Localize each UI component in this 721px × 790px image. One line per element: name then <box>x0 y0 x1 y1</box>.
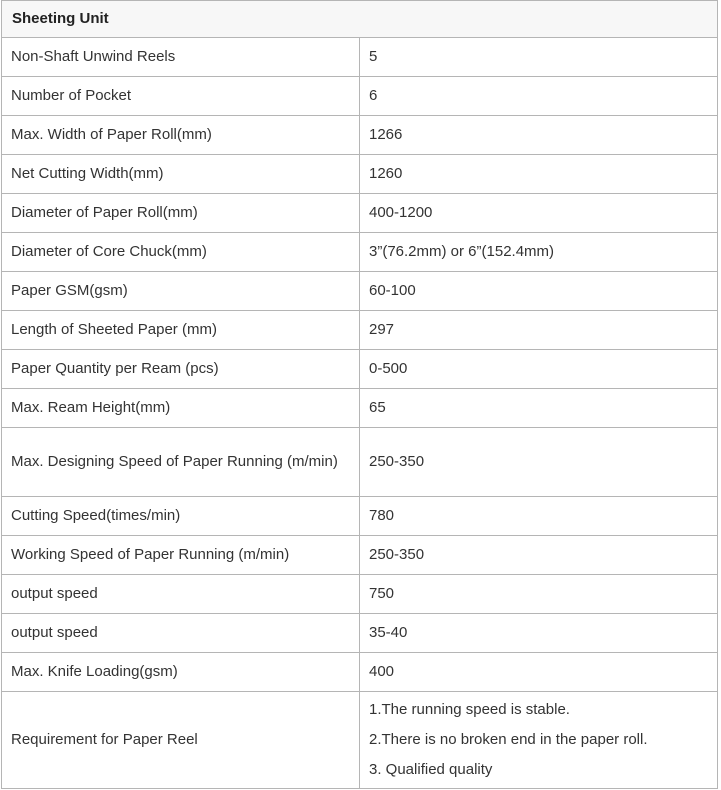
row-label: Diameter of Paper Roll(mm) <box>2 194 360 233</box>
table-row <box>2 428 718 497</box>
row-label: Cutting Speed(times/min) <box>2 497 360 536</box>
row-value: 35-40 <box>360 614 718 653</box>
requirement-row <box>2 692 718 789</box>
row-label: Net Cutting Width(mm) <box>2 155 360 194</box>
requirement-line: 1.The running speed is stable. <box>369 701 570 718</box>
requirement-value <box>360 692 718 789</box>
row-value: 1266 <box>360 116 718 155</box>
row-label: output speed <box>2 614 360 653</box>
table-row <box>2 155 718 194</box>
requirement-line: 2.There is no broken end in the paper roll. <box>369 731 648 748</box>
row-label: Non-Shaft Unwind Reels <box>2 38 360 77</box>
row-value: 3”(76.2mm) or 6”(152.4mm) <box>360 233 718 272</box>
table-row <box>2 272 718 311</box>
table-row <box>2 116 718 155</box>
row-label: Max. Knife Loading(gsm) <box>2 653 360 692</box>
requirement-line: 3. Qualified quality <box>369 761 493 778</box>
row-label: Number of Pocket <box>2 77 360 116</box>
row-label: Paper GSM(gsm) <box>2 272 360 311</box>
row-value: 250-350 <box>360 536 718 575</box>
row-value: 0-500 <box>360 350 718 389</box>
row-label: Working Speed of Paper Running (m/min) <box>2 536 360 575</box>
row-value: 5 <box>360 38 718 77</box>
table-row <box>2 350 718 389</box>
table-row <box>2 653 718 692</box>
requirement-label: Requirement for Paper Reel <box>2 692 360 789</box>
row-value: 400-1200 <box>360 194 718 233</box>
table-title: Sheeting Unit <box>2 1 718 38</box>
row-value: 400 <box>360 653 718 692</box>
row-value: 6 <box>360 77 718 116</box>
row-value: 297 <box>360 311 718 350</box>
row-value: 65 <box>360 389 718 428</box>
table-row <box>2 38 718 77</box>
row-label: Max. Ream Height(mm) <box>2 389 360 428</box>
table-row <box>2 536 718 575</box>
table-row <box>2 575 718 614</box>
table-row <box>2 77 718 116</box>
row-value: 750 <box>360 575 718 614</box>
spec-table <box>1 0 718 789</box>
row-label: output speed <box>2 575 360 614</box>
table-row <box>2 497 718 536</box>
table-row <box>2 311 718 350</box>
row-label: Length of Sheeted Paper (mm) <box>2 311 360 350</box>
table-row <box>2 614 718 653</box>
row-value: 250-350 <box>360 428 718 497</box>
row-value: 60-100 <box>360 272 718 311</box>
table-row <box>2 389 718 428</box>
row-value: 1260 <box>360 155 718 194</box>
row-label: Max. Width of Paper Roll(mm) <box>2 116 360 155</box>
table-row <box>2 194 718 233</box>
row-label: Paper Quantity per Ream (pcs) <box>2 350 360 389</box>
row-value: 780 <box>360 497 718 536</box>
table-header-row <box>2 1 718 38</box>
table-row <box>2 233 718 272</box>
row-label: Diameter of Core Chuck(mm) <box>2 233 360 272</box>
row-label: Max. Designing Speed of Paper Running (m/min) <box>2 428 360 497</box>
